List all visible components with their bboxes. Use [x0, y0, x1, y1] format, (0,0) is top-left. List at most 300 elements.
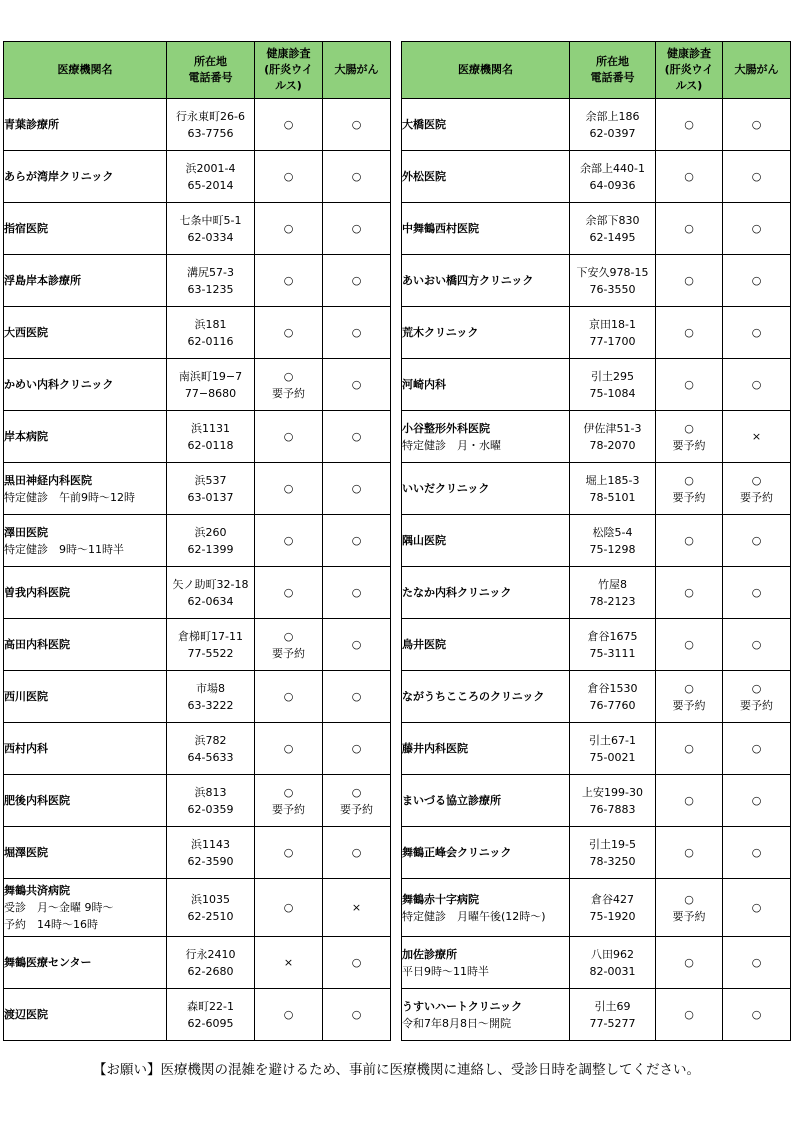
clinic-name: 外松医院 — [402, 170, 446, 183]
checkup-cell — [656, 203, 723, 255]
table-row — [402, 307, 791, 359]
clinic-name-cell — [4, 671, 167, 723]
clinic-address: 行永東町26-6 — [176, 109, 245, 123]
clinic-name: いいだクリニック — [402, 482, 490, 495]
clinic-name: 小谷整形外科医院 — [402, 421, 490, 435]
clinic-address: 浜813 — [194, 785, 227, 799]
clinic-name-cell — [402, 989, 570, 1041]
clinic-name-cell — [402, 775, 570, 827]
table-row — [402, 359, 791, 411]
address-phone-cell — [570, 879, 656, 937]
clinic-name-cell — [4, 411, 167, 463]
table-row — [4, 567, 391, 619]
clinic-phone: 63-0137 — [187, 490, 234, 504]
clinic-name: 澤田医院 — [4, 525, 48, 539]
table-row — [402, 989, 791, 1041]
table-row — [4, 671, 391, 723]
checkup-mark: ○ — [684, 846, 694, 859]
checkup-mark: ○ — [684, 274, 694, 287]
table-row — [4, 307, 391, 359]
address-phone-cell — [167, 879, 255, 937]
checkup-note: 要予約 — [672, 909, 706, 923]
address-phone-cell — [167, 307, 255, 359]
table-row — [402, 99, 791, 151]
colon-mark: ○ — [751, 901, 762, 914]
colon-mark: ○ — [351, 118, 362, 131]
checkup-cell — [255, 99, 323, 151]
checkup-cell — [656, 411, 723, 463]
address-phone-cell — [167, 411, 255, 463]
clinic-name-cell — [4, 359, 167, 411]
clinic-address: 引土295 — [591, 369, 634, 383]
colon-cancer-cell — [323, 937, 391, 989]
address-phone-cell — [167, 827, 255, 879]
colon-cancer-cell — [323, 619, 391, 671]
colon-cancer-cell — [323, 203, 391, 255]
checkup-mark: ○ — [684, 378, 694, 391]
clinic-address: 上安199-30 — [582, 785, 643, 799]
colon-mark: ○ — [351, 534, 362, 547]
checkup-mark: ○ — [283, 369, 294, 383]
colon-cancer-cell — [323, 99, 391, 151]
table-row — [4, 989, 391, 1041]
clinic-name-cell — [4, 827, 167, 879]
checkup-cell — [656, 359, 723, 411]
colon-note: 要予約 — [740, 490, 773, 504]
clinic-address: 余部上440-1 — [580, 161, 645, 175]
colon-cancer-cell — [723, 411, 791, 463]
checkup-mark: ○ — [684, 638, 694, 651]
address-phone-cell — [167, 671, 255, 723]
table-row — [402, 775, 791, 827]
colon-cancer-cell — [723, 255, 791, 307]
clinic-name-cell — [4, 879, 167, 937]
checkup-mark: ○ — [684, 1008, 694, 1021]
clinic-phone: 76-7883 — [589, 802, 636, 816]
address-phone-cell — [570, 989, 656, 1041]
checkup-cell — [255, 723, 323, 775]
clinic-phone: 62-2680 — [187, 964, 234, 978]
header-name: 医療機関名 — [4, 42, 167, 99]
clinic-address: 伊佐津51-3 — [583, 421, 642, 435]
clinic-phone: 76-7760 — [589, 698, 636, 712]
table-row — [4, 775, 391, 827]
colon-cancer-cell — [323, 723, 391, 775]
checkup-cell — [656, 827, 723, 879]
table-row — [4, 463, 391, 515]
clinic-address: 下安久978-15 — [576, 265, 649, 279]
clinic-address: 浜181 — [194, 317, 227, 331]
colon-mark: × — [751, 430, 762, 443]
clinic-name-cell — [402, 671, 570, 723]
checkup-note: 要予約 — [672, 698, 706, 712]
clinic-note: 特定健診 月曜午後(12時～) — [402, 909, 546, 923]
clinic-name: 肥後内科医院 — [4, 794, 70, 807]
address-phone-cell — [570, 827, 656, 879]
table-row — [4, 937, 391, 989]
clinic-phone: 62-0116 — [187, 334, 234, 348]
checkup-cell — [656, 463, 723, 515]
clinic-address: 浜2001-4 — [185, 161, 236, 175]
footer-notice: 【お願い】医療機関の混雑を避けるため、事前に医療機関に連絡し、受診日時を調整してください。 — [93, 1062, 700, 1078]
clinic-name: ながうちこころのクリニック — [402, 690, 545, 703]
table-row — [4, 723, 391, 775]
address-phone-cell — [167, 99, 255, 151]
clinic-name-cell — [4, 515, 167, 567]
clinic-name-cell — [402, 255, 570, 307]
clinic-name: 浮島岸本診療所 — [4, 274, 81, 287]
clinic-phone: 63-3222 — [187, 698, 234, 712]
clinic-phone: 62-0397 — [589, 126, 636, 140]
address-phone-cell — [167, 989, 255, 1041]
colon-mark: ○ — [751, 794, 762, 807]
address-phone-cell — [570, 359, 656, 411]
clinic-address: 引土69 — [594, 999, 631, 1013]
colon-cancer-cell — [323, 359, 391, 411]
address-phone-cell — [570, 671, 656, 723]
table-row — [402, 411, 791, 463]
table-row — [402, 255, 791, 307]
clinic-name: 岸本病院 — [4, 430, 48, 443]
table-row — [402, 515, 791, 567]
clinic-name-cell — [4, 203, 167, 255]
clinic-name: 荒木クリニック — [402, 326, 479, 339]
clinic-address: 京田18-1 — [589, 317, 636, 331]
clinic-name: 鳥井医院 — [402, 638, 446, 651]
colon-cancer-cell — [723, 723, 791, 775]
table-row — [4, 203, 391, 255]
address-phone-cell — [167, 151, 255, 203]
clinic-note: 特定健診 9時～11時半 — [4, 542, 124, 556]
header-checkup: 健康診査 (肝炎ウイ ルス) — [255, 42, 323, 99]
address-phone-cell — [167, 567, 255, 619]
left-clinic-table — [3, 41, 391, 1041]
checkup-cell — [656, 879, 723, 937]
address-phone-cell — [167, 723, 255, 775]
header-colon: 大腸がん — [323, 42, 391, 99]
clinic-name-cell — [402, 203, 570, 255]
clinic-phone: 64-5633 — [187, 750, 234, 764]
checkup-mark: × — [283, 956, 294, 969]
clinic-name: 黒田神経内科医院 — [4, 473, 92, 487]
address-phone-cell — [570, 723, 656, 775]
clinic-name: 青葉診療所 — [4, 118, 59, 131]
clinic-address: 倉谷1530 — [587, 681, 638, 695]
colon-cancer-cell — [323, 515, 391, 567]
clinic-phone: 62-6095 — [187, 1016, 234, 1030]
clinic-name-cell — [4, 989, 167, 1041]
colon-mark: ○ — [351, 638, 362, 651]
colon-mark: ○ — [351, 1008, 362, 1021]
checkup-mark: ○ — [684, 742, 694, 755]
checkup-mark: ○ — [283, 846, 294, 859]
checkup-cell — [656, 307, 723, 359]
left-table-body — [4, 99, 391, 1041]
clinic-address: 浜782 — [194, 733, 227, 747]
checkup-mark: ○ — [283, 586, 294, 599]
clinic-phone: 77-5522 — [187, 646, 234, 660]
colon-mark: ○ — [351, 586, 362, 599]
address-phone-cell — [570, 411, 656, 463]
clinic-phone: 77−8680 — [184, 386, 237, 400]
clinic-name-cell — [4, 723, 167, 775]
table-row — [4, 151, 391, 203]
clinic-note: 令和7年8月8日～開院 — [402, 1016, 511, 1030]
address-phone-cell — [167, 463, 255, 515]
colon-cancer-cell — [323, 989, 391, 1041]
checkup-note: 要予約 — [272, 646, 305, 660]
colon-mark: ○ — [751, 846, 762, 859]
clinic-address: 南浜町19−7 — [178, 369, 243, 383]
checkup-mark: ○ — [283, 742, 294, 755]
checkup-cell — [656, 775, 723, 827]
checkup-cell — [656, 255, 723, 307]
colon-cancer-cell — [723, 203, 791, 255]
clinic-phone: 78-3250 — [589, 854, 636, 868]
clinic-name: 西川医院 — [4, 690, 48, 703]
clinic-phone: 77-5277 — [589, 1016, 636, 1030]
clinic-name: 加佐診療所 — [402, 947, 457, 961]
clinic-phone: 62-1495 — [589, 230, 636, 244]
clinic-address: 浜1131 — [191, 421, 230, 435]
clinic-address: 行永2410 — [185, 947, 236, 961]
clinic-phone: 82-0031 — [589, 964, 636, 978]
checkup-cell — [656, 151, 723, 203]
checkup-cell — [656, 515, 723, 567]
clinic-address: 倉梯町17-11 — [178, 629, 243, 643]
right-clinic-table — [401, 41, 791, 1041]
checkup-note: 要予約 — [672, 438, 706, 452]
clinic-name: 指宿医院 — [4, 222, 48, 235]
clinic-phone: 75-1298 — [589, 542, 636, 556]
colon-note: 要予約 — [740, 698, 773, 712]
table-row — [4, 515, 391, 567]
colon-cancer-cell — [723, 775, 791, 827]
checkup-cell — [255, 671, 323, 723]
colon-cancer-cell — [723, 827, 791, 879]
colon-mark: ○ — [751, 222, 762, 235]
address-phone-cell — [570, 203, 656, 255]
clinic-phone: 62-0118 — [187, 438, 234, 452]
address-phone-cell — [570, 775, 656, 827]
colon-mark: ○ — [351, 378, 362, 391]
colon-cancer-cell — [723, 567, 791, 619]
address-phone-cell — [570, 463, 656, 515]
clinic-name-cell — [4, 937, 167, 989]
clinic-name-cell — [4, 775, 167, 827]
checkup-cell — [255, 359, 323, 411]
checkup-mark: ○ — [684, 421, 694, 435]
clinic-name-cell — [4, 307, 167, 359]
clinic-name: 舞鶴共済病院 — [4, 884, 70, 897]
clinic-name: 曽我内科医院 — [4, 586, 70, 599]
checkup-mark: ○ — [684, 892, 694, 906]
address-phone-cell — [167, 255, 255, 307]
address-phone-cell — [167, 937, 255, 989]
clinic-name-cell — [4, 463, 167, 515]
checkup-mark: ○ — [684, 681, 694, 695]
address-phone-cell — [167, 775, 255, 827]
clinic-name: 大西医院 — [4, 326, 48, 339]
clinic-phone: 75-1084 — [589, 386, 636, 400]
colon-mark: ○ — [351, 326, 362, 339]
checkup-mark: ○ — [684, 222, 694, 235]
colon-cancer-cell — [323, 307, 391, 359]
table-row — [402, 619, 791, 671]
colon-cancer-cell — [323, 151, 391, 203]
clinic-address: 引土67-1 — [589, 733, 636, 747]
address-phone-cell — [570, 99, 656, 151]
address-phone-cell — [570, 937, 656, 989]
clinic-name: 西村内科 — [4, 742, 48, 755]
clinic-address: 竹屋8 — [598, 577, 627, 591]
table-row — [4, 879, 391, 937]
checkup-mark: ○ — [684, 956, 694, 969]
colon-cancer-cell — [323, 463, 391, 515]
table-row — [402, 937, 791, 989]
checkup-mark: ○ — [283, 222, 294, 235]
colon-cancer-cell — [723, 671, 791, 723]
address-phone-cell — [570, 255, 656, 307]
checkup-cell — [656, 937, 723, 989]
clinic-phone: 75-1920 — [589, 909, 636, 923]
clinic-address: 余部上186 — [585, 109, 640, 123]
checkup-mark: ○ — [283, 785, 294, 799]
checkup-cell — [255, 515, 323, 567]
colon-mark: ○ — [751, 1008, 762, 1021]
checkup-cell — [255, 203, 323, 255]
clinic-phone: 75-3111 — [589, 646, 636, 660]
clinic-name: 中舞鶴西村医院 — [402, 222, 479, 235]
checkup-cell — [255, 151, 323, 203]
table-row — [4, 255, 391, 307]
clinic-address: 溝尻57-3 — [187, 265, 234, 279]
clinic-address: 浜537 — [194, 473, 227, 487]
colon-mark: ○ — [751, 378, 762, 391]
clinic-name: 大橋医院 — [402, 118, 446, 131]
clinic-phone: 62-1399 — [187, 542, 234, 556]
colon-cancer-cell — [723, 359, 791, 411]
clinic-address: 松陰5-4 — [592, 525, 633, 539]
clinic-address: 余部下830 — [585, 213, 640, 227]
address-phone-cell — [570, 515, 656, 567]
table-row — [4, 619, 391, 671]
clinic-name-cell — [402, 359, 570, 411]
checkup-cell — [656, 619, 723, 671]
checkup-mark: ○ — [283, 274, 294, 287]
colon-mark: ○ — [751, 586, 762, 599]
checkup-cell — [255, 937, 323, 989]
checkup-mark: ○ — [684, 534, 694, 547]
clinic-phone: 63-1235 — [187, 282, 234, 296]
table-row — [402, 723, 791, 775]
colon-mark: ○ — [351, 846, 362, 859]
colon-mark: ○ — [751, 534, 762, 547]
checkup-cell — [255, 619, 323, 671]
table-row — [402, 827, 791, 879]
colon-cancer-cell — [323, 827, 391, 879]
header-checkup: 健康診査 (肝炎ウイ ルス) — [656, 42, 723, 99]
clinic-name-cell — [402, 937, 570, 989]
clinic-name-cell — [402, 99, 570, 151]
clinic-phone: 65-2014 — [187, 178, 234, 192]
checkup-cell — [656, 567, 723, 619]
table-row — [4, 827, 391, 879]
address-phone-cell — [570, 151, 656, 203]
checkup-note: 要予約 — [272, 386, 305, 400]
checkup-cell — [255, 827, 323, 879]
clinic-note-line: 受診 月～金曜 9時～ — [4, 901, 114, 914]
checkup-mark: ○ — [283, 170, 294, 183]
clinic-phone: 62-0359 — [187, 802, 234, 816]
checkup-cell — [255, 989, 323, 1041]
clinic-phone: 78-5101 — [589, 490, 636, 504]
table-row — [4, 411, 391, 463]
checkup-cell — [255, 411, 323, 463]
colon-cancer-cell — [723, 515, 791, 567]
clinic-name: まいづる協立診療所 — [402, 794, 501, 807]
checkup-mark: ○ — [283, 901, 294, 914]
colon-cancer-cell — [323, 411, 391, 463]
clinic-address: 市場8 — [196, 681, 225, 695]
address-phone-cell — [570, 619, 656, 671]
checkup-cell — [255, 463, 323, 515]
clinic-phone: 62-2510 — [187, 909, 234, 923]
clinic-phone: 78-2070 — [589, 438, 636, 452]
checkup-cell — [255, 307, 323, 359]
colon-mark: ○ — [351, 956, 362, 969]
checkup-note: 要予約 — [272, 802, 305, 816]
colon-cancer-cell — [323, 671, 391, 723]
header-colon: 大腸がん — [723, 42, 791, 99]
clinic-note: 特定健診 午前9時～12時 — [4, 490, 135, 504]
clinic-name: 河崎内科 — [402, 378, 446, 391]
clinic-name-cell — [402, 567, 570, 619]
clinic-phone: 63-7756 — [187, 126, 234, 140]
colon-mark: ○ — [351, 274, 362, 287]
colon-cancer-cell — [723, 879, 791, 937]
colon-mark: ○ — [751, 638, 762, 651]
table-row — [402, 879, 791, 937]
clinic-phone: 62-0334 — [187, 230, 234, 244]
clinic-address: 堀上185-3 — [585, 473, 640, 487]
address-phone-cell — [167, 203, 255, 255]
colon-cancer-cell — [723, 307, 791, 359]
clinic-name-cell — [4, 99, 167, 151]
clinic-name: 舞鶴医療センター — [4, 956, 92, 969]
colon-mark: ○ — [751, 473, 762, 487]
header-row — [402, 42, 791, 99]
clinic-name: 高田内科医院 — [4, 638, 70, 651]
clinic-name: 隅山医院 — [402, 534, 446, 547]
table-row — [402, 567, 791, 619]
clinic-name: 渡辺医院 — [4, 1008, 48, 1021]
colon-cancer-cell — [323, 879, 391, 937]
clinic-note-line: 予約 14時～16時 — [4, 918, 98, 931]
table-row — [402, 463, 791, 515]
clinic-phone: 62-3590 — [187, 854, 234, 868]
checkup-mark: ○ — [283, 430, 294, 443]
colon-mark: ○ — [751, 326, 762, 339]
clinic-address: 浜1035 — [191, 892, 230, 906]
clinic-name-cell — [4, 619, 167, 671]
checkup-cell — [255, 775, 323, 827]
checkup-mark: ○ — [283, 534, 294, 547]
address-phone-cell — [570, 567, 656, 619]
clinic-name-cell — [402, 723, 570, 775]
colon-cancer-cell — [723, 989, 791, 1041]
clinic-name-cell — [402, 411, 570, 463]
